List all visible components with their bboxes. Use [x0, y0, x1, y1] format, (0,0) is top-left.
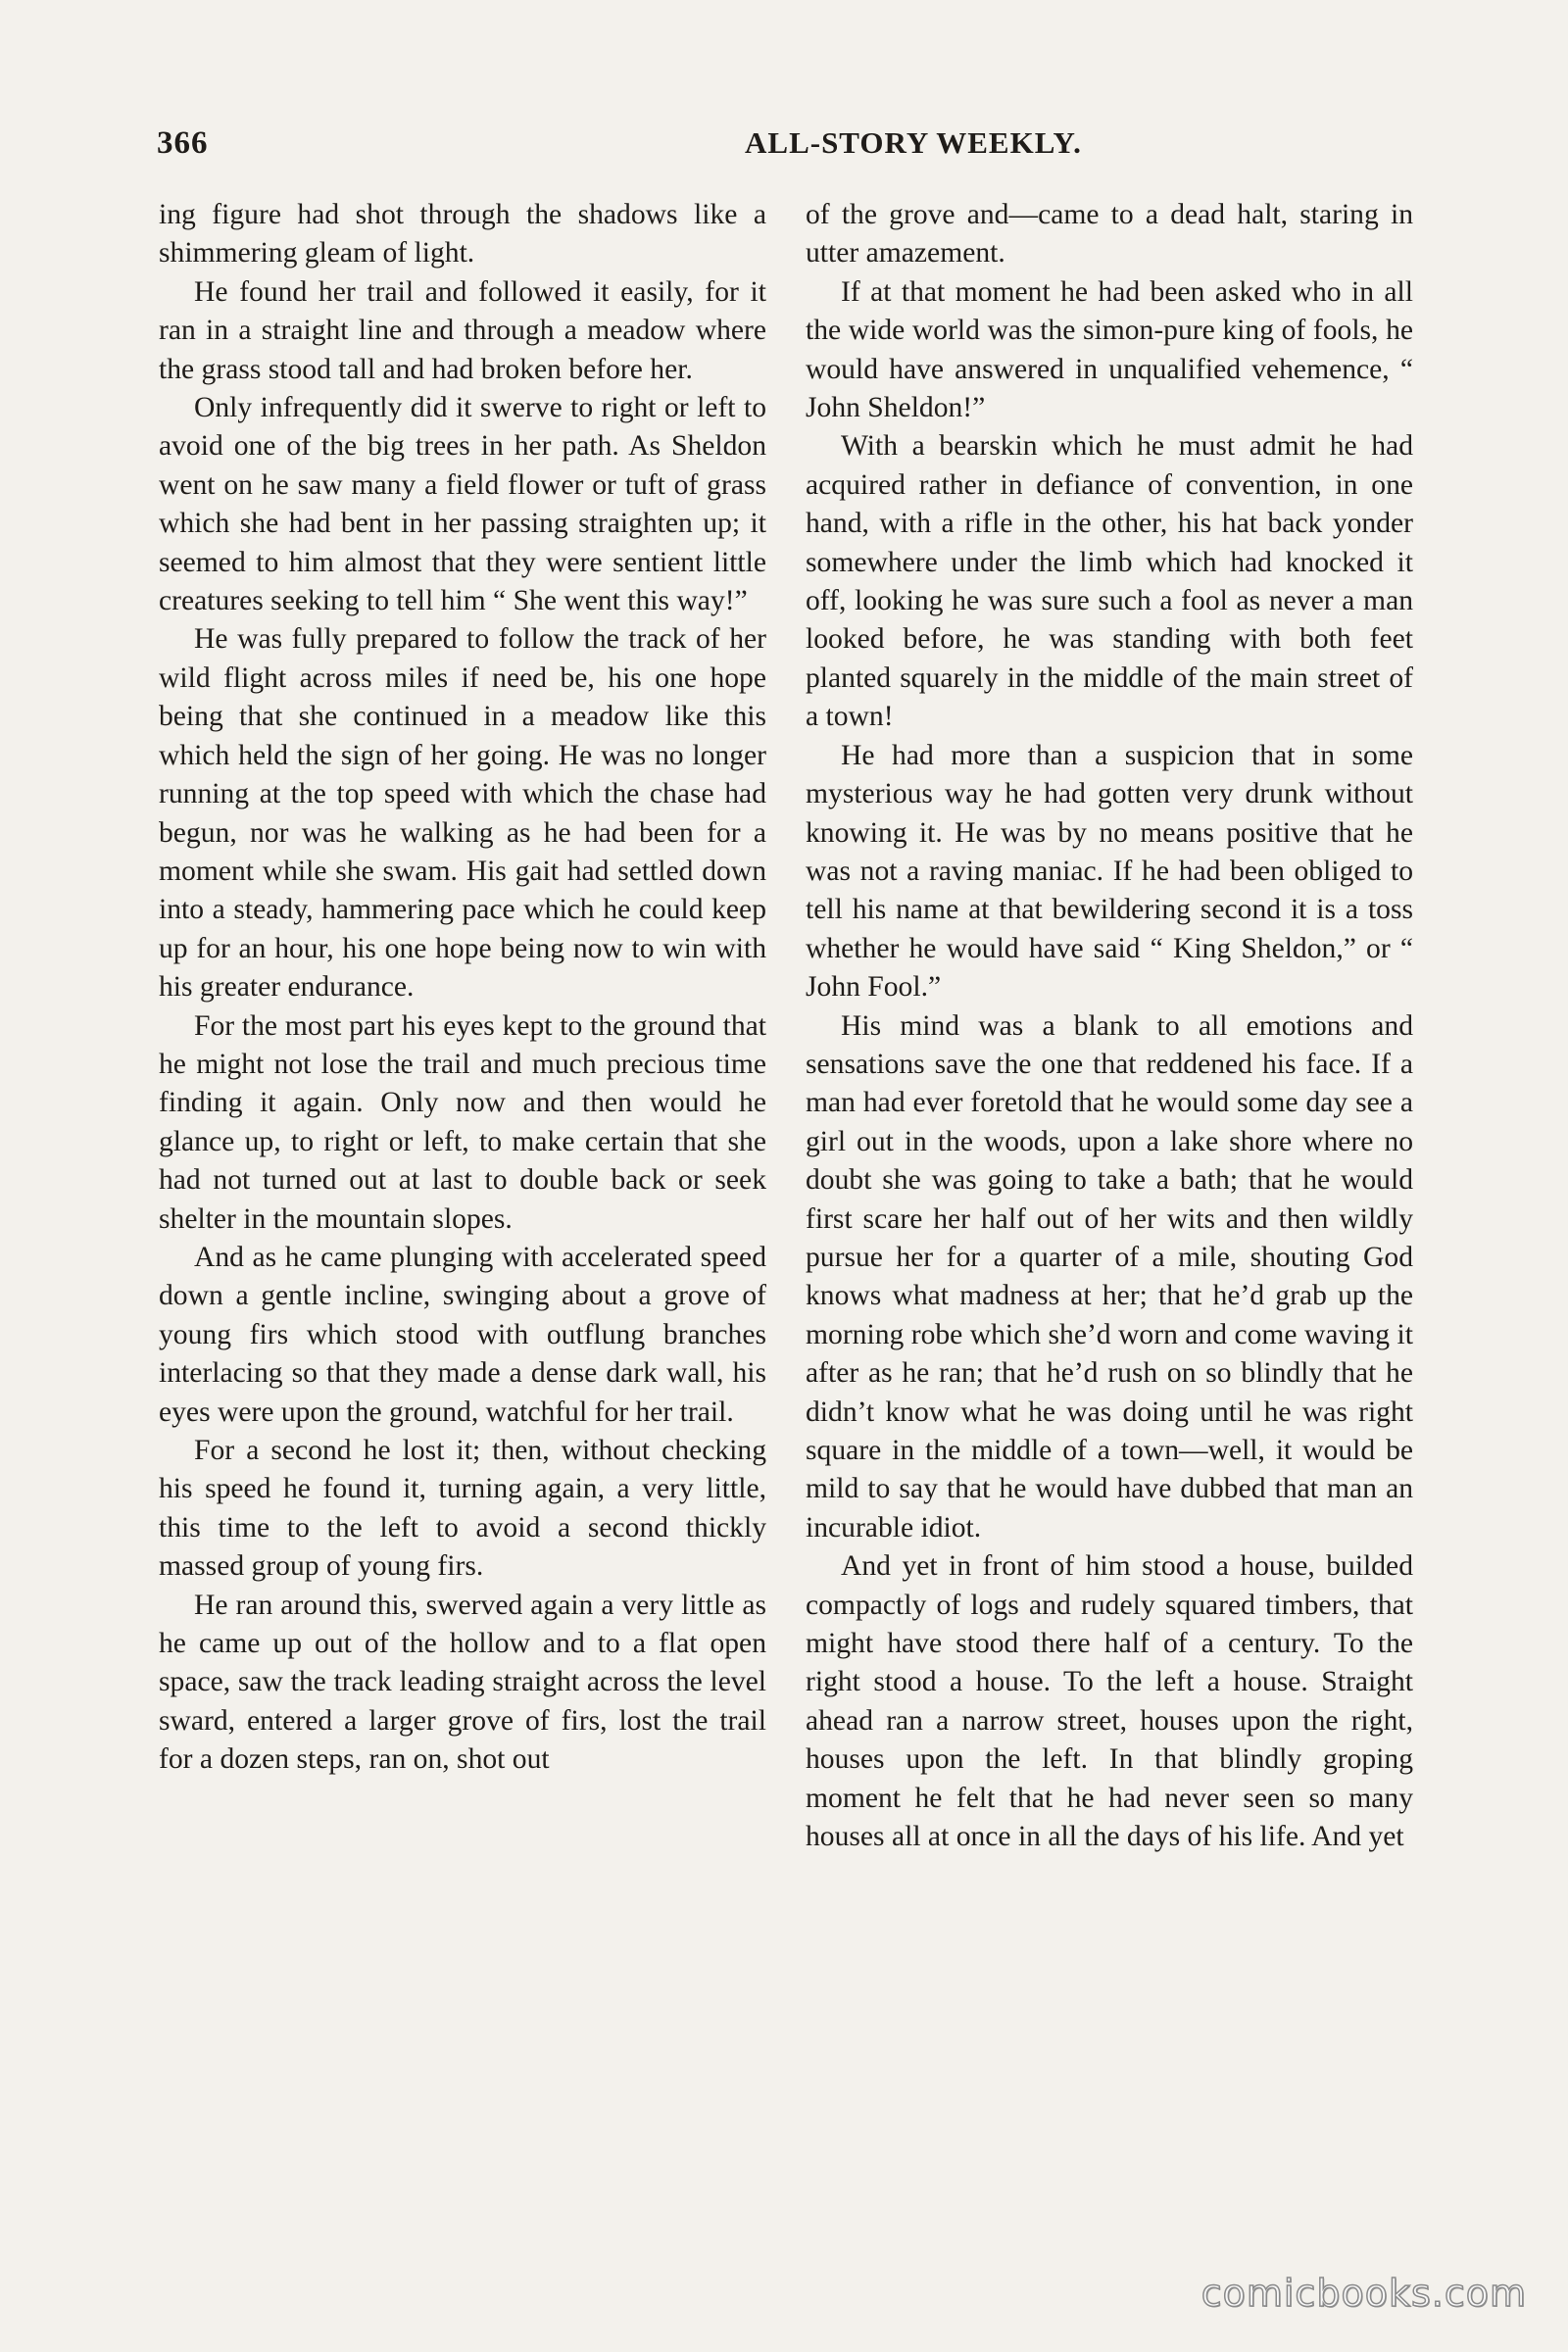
- paragraph: And yet in front of him stood a house, builded compactly of logs and rudely squared timbers, that might have stood there half of a century. To the right stood a house. To the left a house. Straight ahead ran a narrow street, houses upon the right, houses upon the left. In that blindly groping moment he felt that he had never seen so many houses all at once in all the days of his life. And yet: [806, 1550, 1413, 1853]
- watermark: comicbooks.com: [1200, 2272, 1527, 2315]
- paragraph: ing figure had shot through the shadows like a shimmering gleam of light.: [159, 199, 766, 270]
- paragraph: If at that moment he had been asked who in all the wide world was the simon-pure king of fools, he would have answered in unqualified vehemence, “ John Sheldon!”: [806, 275, 1413, 424]
- paragraph: of the grove and—came to a dead halt, staring in utter amazement.: [806, 199, 1413, 270]
- left-column: [159, 196, 766, 1780]
- paragraph: He found her trail and followed it easily, for it ran in a straight line and through a meadow where the grass stood tall and had broken before her.: [159, 275, 766, 385]
- paragraph: For a second he lost it; then, without checking his speed he found it, turning again, a very little, this time to the left to avoid a second thickly massed group of young firs.: [159, 1435, 766, 1583]
- running-head: ALL-STORY WEEKLY.: [745, 125, 1082, 160]
- page-header: [157, 125, 1411, 174]
- paragraph: He was fully prepared to follow the track of her wild flight across miles if need be, his one hope being that she continued in a meadow like this which held the sign of her going. He was no longer running at the top speed with which the chase had begun, nor was he walking as he had been for a moment while she swam. His gait had settled down into a steady, hammering pace which he could keep up for an hour, his one hope being now to win with his greater endurance.: [159, 623, 766, 1004]
- paragraph: He had more than a suspicion that in some mysterious way he had gotten very drunk without knowing it. He was by no means positive that he was not a raving maniac. If he had been obliged to tell his name at that bewildering second it is a toss whether he would have said “ King Sheldon,” or “ John Fool.”: [806, 739, 1413, 1004]
- paragraph: Only infrequently did it swerve to right or left to avoid one of the big trees in her path. As Sheldon went on he saw many a field flower or tuft of grass which she had bent in her passing straighten up; it seemed to him almost that they were sentient little creatures seeking to tell him “ She went this way!”: [159, 392, 766, 617]
- paragraph: He ran around this, swerved again a very little as he came up out of the hollow and to a flat open space, saw the track leading straight across the level sward, entered a larger grove of firs, lost the trail for a dozen steps, ran on, shot out: [159, 1589, 766, 1776]
- paragraph: His mind was a blank to all emotions and sensations save the one that reddened his face. If a man had ever foretold that he would some day see a girl out in the woods, upon a lake shore where no doubt she was going to take a bath; that he would first scare her half out of her wits and then wildly pursue her for a quarter of a mile, shouting God knows what madness at her; that he’d grab up the morning robe which she’d worn and come waving it after as he ran; that he’d rush on so blindly that he didn’t know what he was doing until he was right square in the middle of a town—well, it would be mild to say that he would have dubbed that man an incurable idiot.: [806, 1009, 1413, 1544]
- paragraph: For the most part his eyes kept to the ground that he might not lose the trail and much precious time finding it again. Only now and then would he glance up, to right or left, to make certain that she had not turned out at last to double back or seek shelter in the mountain slopes.: [159, 1009, 766, 1235]
- paragraph: And as he came plunging with accelerated speed down a gentle incline, swinging about a grove of young firs which stood with outflung branches interlacing so that they made a dense dark wall, his eyes were upon the ground, watchful for her trail.: [159, 1241, 766, 1428]
- page-number: 366: [157, 125, 209, 161]
- right-column: [806, 196, 1413, 1856]
- paragraph: With a bearskin which he must admit he had acquired rather in defiance of convention, in one hand, with a rifle in the other, his hat back yonder somewhere under the limb which had knocked it off, looking he was sure such a fool as never a man looked before, he was standing with both feet planted squarely in the middle of the main street of a town!: [806, 430, 1413, 733]
